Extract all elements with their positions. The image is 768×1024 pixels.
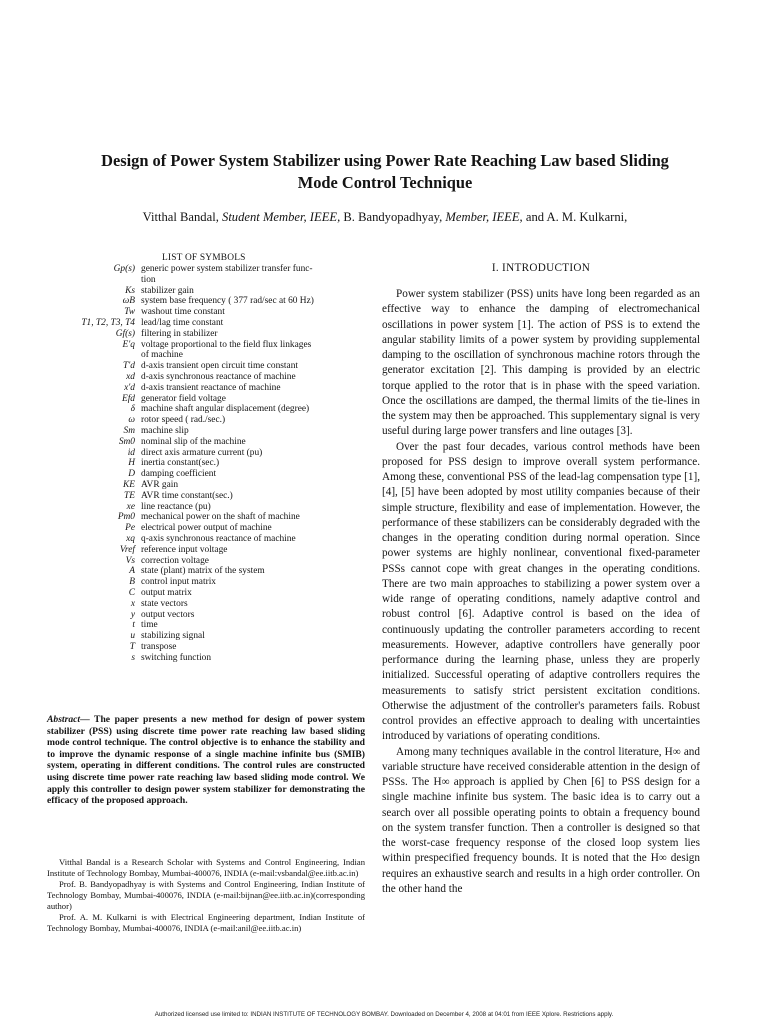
symbol-name: x bbox=[130, 598, 135, 609]
symbol-description: d-axis transient open circuit time constant bbox=[141, 361, 298, 372]
symbol-description: line reactance (pu) bbox=[141, 501, 211, 512]
symbol-name: Pm0 bbox=[117, 512, 135, 523]
symbol-row bbox=[0, 545, 360, 556]
symbol-description: machine shaft angular displacement (degree) bbox=[141, 404, 310, 415]
symbol-name: s bbox=[131, 652, 135, 663]
symbol-row bbox=[0, 502, 360, 513]
symbol-row bbox=[0, 491, 360, 502]
symbol-row bbox=[0, 512, 360, 523]
symbol-description: nominal slip of the machine bbox=[141, 436, 246, 447]
symbol-row bbox=[0, 404, 360, 415]
footnote-2: Prof. B. Bandyopadhyay is with Systems and Control Engineering, Indian Institute of Technology Bombay, Mumbai-400076, INDIA (e-mail:bijnan@ee.iitb.ac.in)(corresponding author) bbox=[47, 879, 365, 911]
symbol-description: generic power system stabilizer transfer func- bbox=[141, 264, 313, 274]
symbol-name: C bbox=[128, 587, 135, 598]
introduction-body bbox=[382, 287, 700, 897]
symbol-row bbox=[0, 415, 360, 426]
symbol-row bbox=[0, 610, 360, 621]
author-footnotes bbox=[47, 857, 365, 934]
symbol-row bbox=[0, 620, 360, 631]
symbol-description: stabilizer gain bbox=[141, 285, 194, 296]
symbol-row bbox=[0, 426, 360, 437]
symbol-row bbox=[0, 394, 360, 405]
symbol-name: Pe bbox=[125, 523, 135, 534]
symbols-heading: LIST OF SYMBOLS bbox=[162, 253, 246, 263]
symbol-name: TE bbox=[124, 490, 135, 501]
symbol-row bbox=[0, 264, 360, 275]
symbol-description: lead/lag time constant bbox=[141, 317, 224, 328]
symbol-name: E′q bbox=[122, 339, 135, 350]
title-line-1: Design of Power System Stabilizer using Power Rate Reaching Law based Sliding bbox=[101, 151, 669, 170]
symbol-row bbox=[0, 329, 360, 340]
symbol-description: system base frequency ( 377 rad/sec at 60 Hz) bbox=[141, 296, 314, 307]
symbol-row bbox=[0, 437, 360, 448]
symbol-row bbox=[0, 458, 360, 469]
symbol-name bbox=[0, 350, 141, 361]
symbol-row bbox=[0, 566, 360, 577]
symbol-name: Vref bbox=[119, 544, 135, 555]
symbol-row bbox=[0, 361, 360, 372]
footnote-3: Prof. A. M. Kulkarni is with Electrical Engineering department, Indian Institute of Technology Bombay, Mumbai-400076, INDIA (e-mail:anil@ee.iitb.ac.in) bbox=[47, 912, 365, 933]
symbol-name: B bbox=[129, 577, 135, 588]
symbol-row bbox=[0, 275, 360, 286]
symbol-name: ω bbox=[128, 415, 135, 426]
symbol-row bbox=[0, 318, 360, 329]
symbol-row bbox=[0, 577, 360, 588]
symbol-description: AVR gain bbox=[141, 479, 179, 490]
symbol-description: filtering in stabilizer bbox=[141, 328, 218, 339]
symbols-list bbox=[0, 264, 360, 663]
symbol-row bbox=[0, 523, 360, 534]
symbol-row bbox=[0, 307, 360, 318]
symbol-row bbox=[0, 372, 360, 383]
intro-paragraph-1: Power system stabilizer (PSS) units have long been regarded as an effective way to enhance the damping of electromechanical oscillations in power system [1]. The action of PSS is to extend the angular stability limits of a power system by providing supplemental damping to the oscillation of synchronous machine rotors through the generator excitation [2]. This damping is provided by an electric torque applied to the rotor that is in phase with the speed variation. Once the oscillations are damped, the thermal limits of the tie-lines in the system may then be approached. This supplementary signal is very useful during large power transfers and line outages [3]. bbox=[382, 288, 700, 438]
symbol-description: output vectors bbox=[141, 609, 195, 620]
symbol-description: washout time constant bbox=[141, 307, 225, 318]
symbol-description: reference input voltage bbox=[141, 544, 228, 555]
symbol-row bbox=[0, 286, 360, 297]
symbol-description: machine slip bbox=[141, 425, 189, 436]
symbol-name: KE bbox=[123, 479, 135, 490]
symbol-row bbox=[0, 556, 360, 567]
symbol-name: Efd bbox=[121, 393, 135, 404]
abstract-label: Abstract bbox=[47, 714, 81, 725]
symbol-name: Gf(s) bbox=[115, 328, 135, 339]
author-2: B. Bandyopadhyay, bbox=[343, 210, 443, 224]
symbol-description: control input matrix bbox=[141, 577, 216, 588]
intro-paragraph-2: Over the past four decades, various control methods have been proposed for PSS design to improve overall system performance. Among these, conventional PSS of the lead-lag compensation type [1], [4], [5] have been adopted by most utility companies because of their simple structure, flexibility and ease of implementation. However, the performance of these stabilizers can be considerably degraded with the changes in the operating condition during normal operation. Since power systems are highly nonlinear, conventional fixed-parameter PSSs cannot cope with great changes in the operating conditions. There are two main approaches to stabilizing a power system over a wide range of operating conditions, namely adaptive control and robust control [6]. Adaptive control is based on the idea of continuously updating the controller parameters according to recent measurements. However, adaptive controllers have generally poor performance during the learning phase, unless they are properly initialized. Successful operating of adaptive controllers requires the measurements to satisfy strict persistent excitation conditions. Otherwise the adjustment of the controller's parameters fails. Robust control provides an effective approach to dealing with uncertainties introduced by variations of operating conditions. bbox=[382, 440, 700, 743]
symbol-description: direct axis armature current (pu) bbox=[141, 447, 263, 458]
symbol-description: AVR time constant(sec.) bbox=[141, 490, 233, 501]
author-line bbox=[40, 210, 730, 225]
symbol-row bbox=[0, 480, 360, 491]
symbol-name: Vs bbox=[125, 555, 135, 566]
symbol-description: tion bbox=[141, 274, 156, 285]
symbol-name: T1, T2, T3, T4 bbox=[81, 317, 135, 328]
symbol-name: T bbox=[129, 641, 135, 652]
symbol-description: output matrix bbox=[141, 587, 192, 598]
symbol-row bbox=[0, 631, 360, 642]
symbol-row bbox=[0, 534, 360, 545]
symbol-description: stabilizing signal bbox=[141, 631, 205, 642]
symbol-description: d-axis transient reactance of machine bbox=[141, 382, 281, 393]
footnote-1: Vitthal Bandal is a Research Scholar with Systems and Control Engineering, Indian Institute of Technology Bombay, Mumbai-400076, INDIA (e-mail:vsbandal@ee.iitb.ac.in) bbox=[47, 857, 365, 878]
symbol-description: mechanical power on the shaft of machine bbox=[141, 512, 300, 523]
symbol-name: δ bbox=[130, 404, 135, 415]
symbol-description: state (plant) matrix of the system bbox=[141, 566, 265, 577]
symbol-name bbox=[0, 275, 141, 286]
symbol-name: y bbox=[130, 609, 135, 620]
symbol-name: ωB bbox=[122, 296, 135, 307]
symbol-row bbox=[0, 296, 360, 307]
author-3: and A. M. Kulkarni, bbox=[525, 210, 628, 224]
symbol-description: damping coefficient bbox=[141, 469, 217, 480]
author-1-role: Student Member, IEEE, bbox=[222, 210, 341, 224]
symbol-name: Tw bbox=[124, 307, 135, 318]
symbol-row bbox=[0, 642, 360, 653]
symbol-row bbox=[0, 448, 360, 459]
symbol-description: generator field voltage bbox=[141, 393, 226, 404]
section-heading-introduction: I. INTRODUCTION bbox=[491, 262, 591, 274]
symbol-description: switching function bbox=[141, 652, 212, 663]
symbol-name: u bbox=[130, 631, 135, 642]
symbol-description: q-axis synchronous reactance of machine bbox=[141, 533, 296, 544]
symbol-name: H bbox=[128, 458, 135, 469]
symbol-row bbox=[0, 588, 360, 599]
intro-paragraph-3: Among many techniques available in the control literature, H∞ and variable structure have received considerable attention in the design of PSSs. The H∞ approach is applied by Chen [6] to PSS design for a single machine infinite bus system. The basic idea is to carry out a search over all possible operating points to obtain a frequency bound on the system transfer function. Then a controller is designed so that the worst-case frequency response of the closed loop system lies within prespecified frequency bounds. It is noted that the H∞ design requires an exhaustive search and results in a high order controller. On the other hand the bbox=[382, 745, 700, 895]
symbol-description: inertia constant(sec.) bbox=[141, 458, 220, 469]
abstract bbox=[47, 714, 365, 807]
symbol-description: of machine bbox=[141, 350, 183, 361]
author-1: Vitthal Bandal, bbox=[142, 210, 219, 224]
symbol-description: state vectors bbox=[141, 598, 188, 609]
symbol-row bbox=[0, 340, 360, 351]
symbol-name: A bbox=[129, 566, 135, 577]
symbol-name: xd bbox=[126, 371, 135, 382]
symbol-name: Sm bbox=[123, 425, 135, 436]
symbol-description: rotor speed ( rad./sec.) bbox=[141, 415, 226, 426]
symbol-row bbox=[0, 383, 360, 394]
abstract-text: — The paper presents a new method for design of power system stabilizer (PSS) using discrete time power rate reaching law based sliding mode control technique. The control objective is to enhance the stability and to improve the dynamic response of a single machine infinite bus (SMIB) system, operating in different conditions. The control rules are constructed using discrete time power rate reaching law based sliding mode control. We apply this controller to design power system stabilizer for demonstrating the efficacy of the proposed approach. bbox=[47, 714, 365, 807]
symbol-row bbox=[0, 653, 360, 664]
symbol-description: d-axis synchronous reactance of machine bbox=[141, 371, 296, 382]
symbol-description: voltage proportional to the field flux linkages bbox=[141, 339, 312, 350]
symbol-name: Sm0 bbox=[118, 436, 135, 447]
symbol-name: T′d bbox=[123, 361, 135, 372]
author-2-role: Member, IEEE, bbox=[445, 210, 523, 224]
symbol-description: transpose bbox=[141, 641, 177, 652]
symbol-row bbox=[0, 350, 360, 361]
symbol-name: xq bbox=[126, 533, 135, 544]
symbol-name: D bbox=[128, 469, 135, 480]
symbol-name: Gp(s) bbox=[113, 264, 135, 274]
symbol-description: electrical power output of machine bbox=[141, 523, 272, 534]
symbol-row bbox=[0, 599, 360, 610]
title-line-2: Mode Control Technique bbox=[297, 173, 473, 192]
symbol-description: time bbox=[141, 620, 158, 631]
symbol-description: correction voltage bbox=[141, 555, 209, 566]
paper-title bbox=[40, 150, 730, 194]
symbol-name: t bbox=[132, 620, 135, 631]
license-footer: Authorized licensed use limited to: INDIAN INSTITUTE OF TECHNOLOGY BOMBAY. Downloaded on December 4, 2008 at 04:01 from IEEE Xplore. Restrictions apply. bbox=[154, 1011, 614, 1018]
symbol-name: x′d bbox=[124, 382, 135, 393]
symbol-name: id bbox=[127, 447, 135, 458]
symbol-row bbox=[0, 469, 360, 480]
symbol-name: xe bbox=[126, 501, 135, 512]
symbol-name: Ks bbox=[125, 285, 135, 296]
